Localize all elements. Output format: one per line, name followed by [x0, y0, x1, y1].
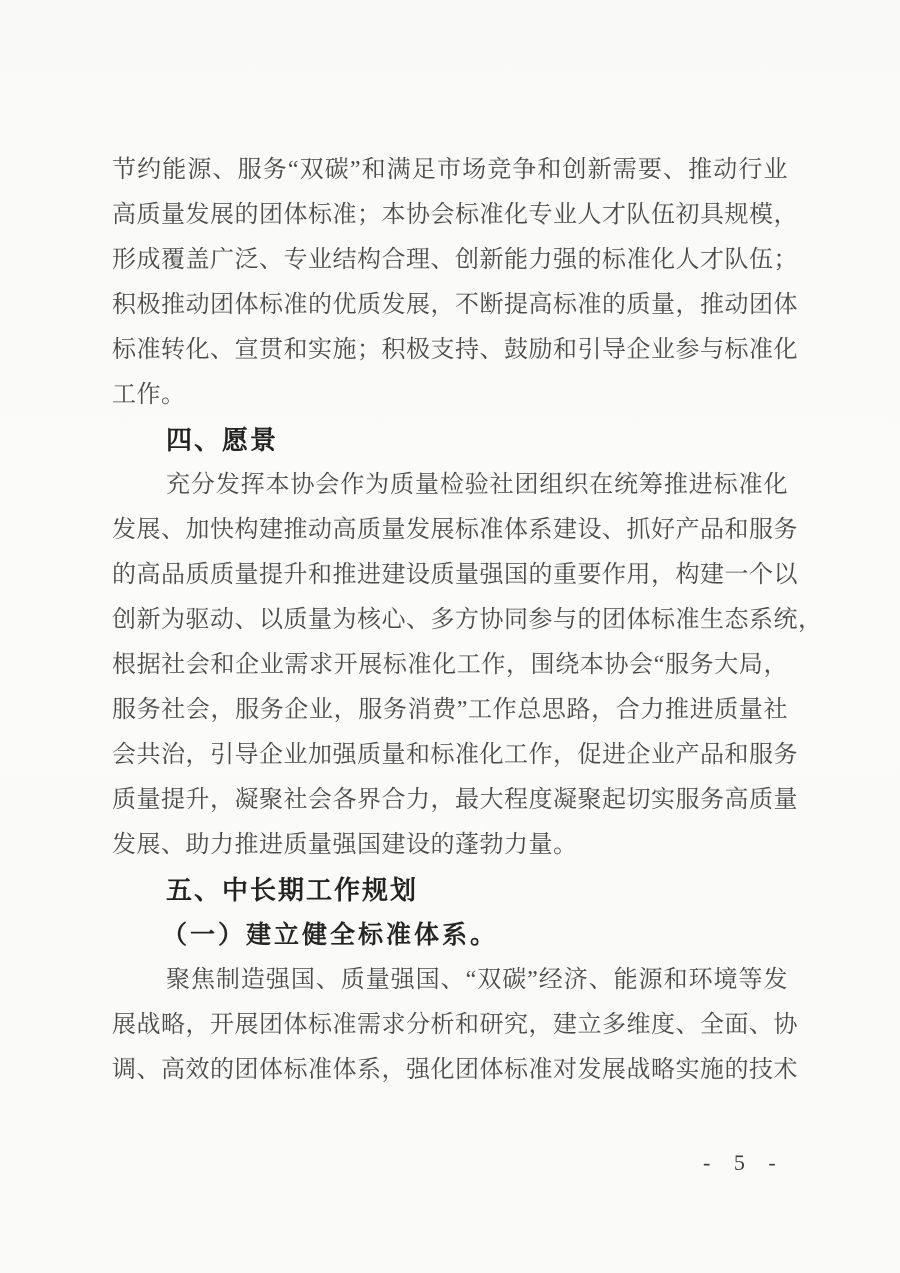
section-heading-midterm-plan: 五、中长期工作规划 — [166, 875, 419, 905]
text-line: 服务社会，服务企业，服务消费”工作总思路，合力推进质量社 — [112, 697, 788, 723]
text-line: 的高品质质量提升和推进建设质量强国的重要作用，构建一个以 — [112, 562, 798, 588]
text-line: 高质量发展的团体标准；本协会标准化专业人才队伍初具规模， — [112, 202, 798, 228]
page-number: - 5 - — [703, 1150, 785, 1175]
text-line: 节约能源、服务“双碳”和满足市场竞争和创新需要、推动行业 — [112, 157, 788, 183]
subsection-heading-standard-system: （一）建立健全标准体系。 — [162, 922, 499, 949]
text-line: 形成覆盖广泛、专业结构合理、创新能力强的标准化人才队伍； — [112, 247, 798, 273]
text-line: 发展、助力推进质量强国建设的蓬勃力量。 — [112, 832, 578, 858]
text-line: 创新为驱动、以质量为核心、多方协同参与的团体标准生态系统， — [112, 607, 823, 633]
text-line: 展战略，开展团体标准需求分析和研究，建立多维度、全面、协 — [112, 1012, 798, 1038]
text-line: 聚焦制造强国、质量强国、“双碳”经济、能源和环境等发 — [166, 967, 788, 993]
text-line: 充分发挥本协会作为质量检验社团组织在统筹推进标准化 — [166, 472, 788, 498]
text-line: 会共治，引导企业加强质量和标准化工作，促进企业产品和服务 — [112, 742, 798, 768]
text-line: 积极推动团体标准的优质发展，不断提高标准的质量，推动团体 — [112, 292, 798, 318]
paragraph-standard-system — [112, 958, 798, 1093]
text-line: 根据社会和企业需求开展标准化工作，围绕本协会“服务大局， — [112, 652, 788, 678]
text-line: 调、高效的团体标准体系，强化团体标准对发展战略实施的技术 — [112, 1057, 798, 1083]
text-line: 质量提升，凝聚社会各界合力，最大程度凝聚起切实服务高质量 — [112, 787, 798, 813]
paragraph-vision — [112, 463, 823, 868]
paragraph-continuation — [112, 148, 798, 418]
text-line: 发展、加快构建推动高质量发展标准体系建设、抓好产品和服务 — [112, 517, 798, 543]
text-line: 标准转化、宣贯和实施；积极支持、鼓励和引导企业参与标准化 — [112, 337, 798, 363]
section-heading-vision: 四、愿景 — [166, 425, 279, 455]
text-line: 工作。 — [112, 382, 186, 408]
body-text — [112, 148, 823, 1093]
